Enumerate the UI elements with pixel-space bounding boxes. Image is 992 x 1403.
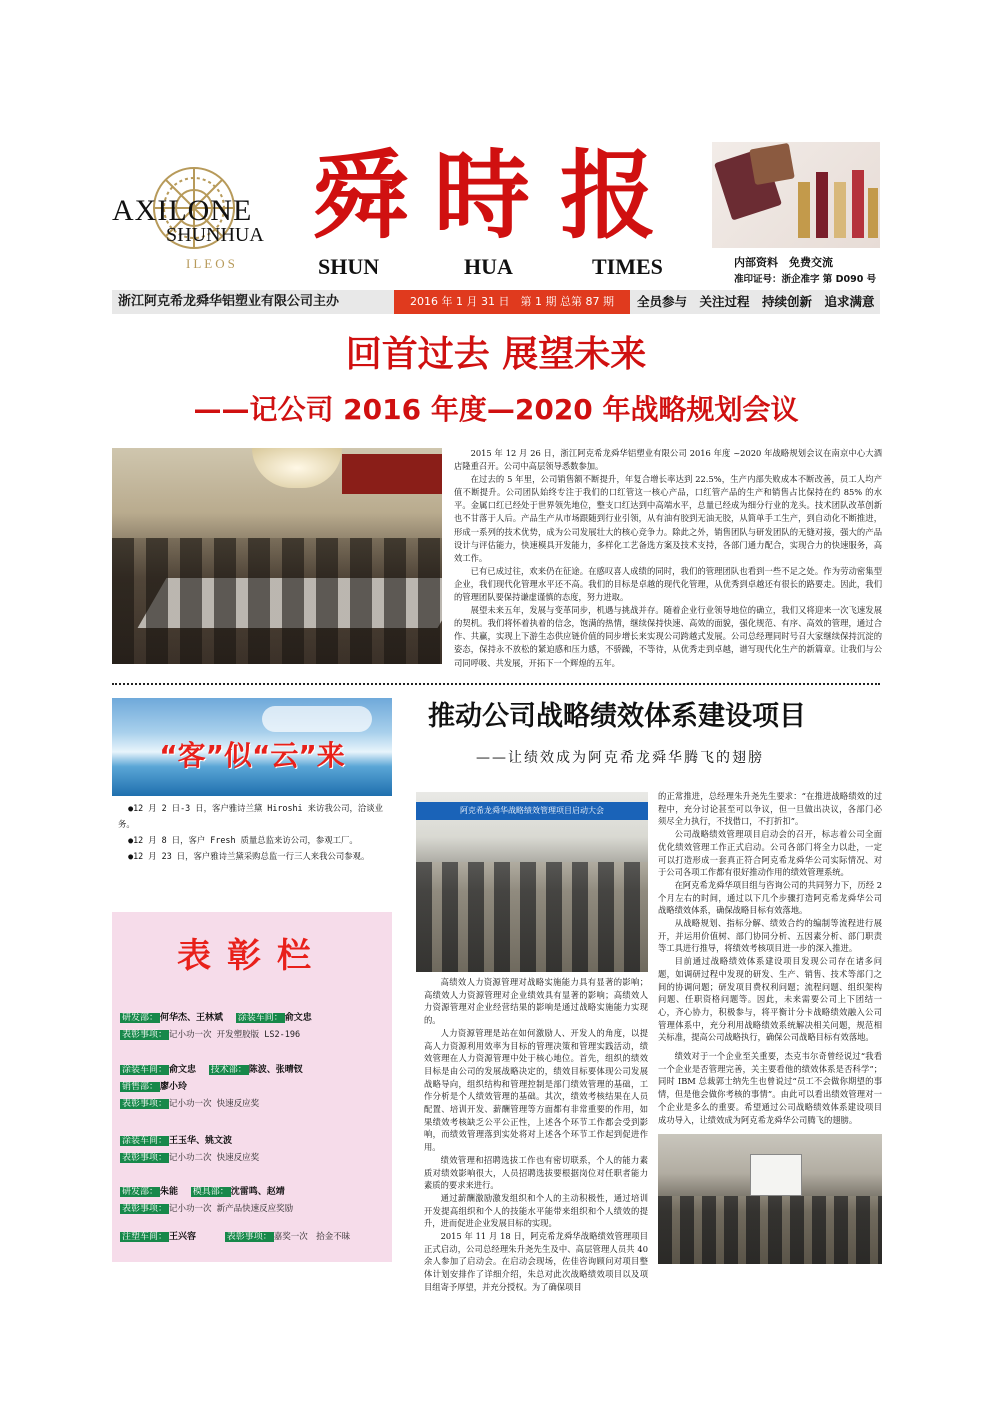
award-tag: 模具部： [192,1187,229,1197]
article2-paragraph: 的正常推进，总经理朱升尧先生要求：“在推进战略绩效的过程中，充分讨论甚至可以争议，但一旦做出决议，各部门必须尽全力执行，不找借口，不打折扣”。 [658,791,882,827]
award-name: 何华杰、王林斌 [160,1013,224,1023]
brand-top: AXILONE [112,194,253,227]
product-photo [712,142,880,248]
article2-title: 推动公司战略绩效体系建设项目 [428,701,806,732]
award-name: 陈波、张晴钗 [248,1065,303,1075]
kickoff-photo [416,792,648,972]
title-char-3: 报 [560,139,656,252]
award-note: 记小功一次 新产品快速反应奖励 [169,1204,294,1214]
award-line [120,1203,293,1216]
article1-paragraph: 2015 年 12 月 26 日，浙江阿克希龙舜华铝塑业有限公司 2016 年度 ~2020 年战略规划会议在南京中心大酒店隆重召开。公司中高层领导悉数参加。 [454,448,882,472]
lipstick-1 [798,182,810,238]
award-note: 记小功一次 开发塑胶版 LS2-196 [169,1030,301,1040]
article2-paragraph: 公司战略绩效管理项目启动会的召开，标志着公司全面优化绩效管理工作正式启动。公司各部门将全力以赴，一定可以打造形成一套真正符合阿克希龙舜华公司实际情况、对于公司各项工作都有很好推动作用的绩效管理系统。 [658,829,882,878]
training-photo [658,1134,882,1264]
attendees [112,538,442,664]
award-line [120,1029,300,1042]
award-tag: 表彰事项： [122,1204,168,1214]
award-line [120,1098,259,1111]
award-line [120,1135,242,1148]
award-note: 记小功一次 快速反应奖 [169,1099,260,1109]
internal-note: 内部资料 免费交流 [734,256,833,269]
dotted-divider [112,683,880,685]
award-name: 俞文忠 [284,1013,312,1023]
award-tag: 研发部： [122,1187,159,1197]
award-note: 记小功二次 快速反应奖 [169,1153,260,1163]
guest-banner [112,698,392,796]
article2-paragraph: 绩效对于一个企业至关重要，杰克韦尔奇曾经说过“我看一个企业是否管理完善，关主要看他的绩效体系是否科学”；同时 IBM 总裁郭士纳先生也曾说过“员工不会做你期望的事情，但是他会做你考核的事情”。由此可以看出绩效管理对一个企业是多么的重要。希望通过公司战略绩效体系建设项目成功导入，让绩效成为阿克希龙舜华公司腾飞的翅膀。 [658,1051,882,1125]
brand-logo [112,158,272,276]
issue-band [112,290,880,314]
award-line [120,1064,313,1077]
award-tag: 表彰事项： [226,1232,272,1242]
award-name: 沈雷鸣、赵靖 [230,1187,285,1197]
article1-paragraph: 在过去的 5 年里，公司销售额不断提升，年复合增长率达到 22.5%，生产内部失败成本不断改善，员工人均产值不断提升。公司团队始终专注于我们的口红管这一核心产品，口红管产品的生产和销售占比保持在约 85% 的水平。金属口红已经处于世界领先地位，整支口红达到中高端水平，总量已经成为细分行业的龙头。技术团队改革创新也不甘落于人后。产品生产从市场跟随到行业引领，从有油有胶到无油无胶，从简单手工生产，到自动化不断推进，形成一系列的技术优势，成为公司发展壮大的核心竞争力。除此之外，销售团队与研发团队的无缝对接，强大的产品设计与评估能力，快速模具开发能力，多样化工艺备选方案及技术支持，各部门通力配合，实现合力的快速服务，高效工作。 [454,474,882,563]
award-name: 廖小玲 [160,1082,188,1092]
article2-paragraph: 绩效管理和招聘选拔工作也有密切联系，个人的能力素质对绩效影响很大，人员招聘选拔要根据岗位对任职者能力素质的要求来进行。 [424,1154,648,1191]
award-tag: 涂装车间： [122,1136,168,1146]
award-tag: 表彰事项： [122,1153,168,1163]
award-line [120,1186,295,1199]
award-name: 王玉华、姚文波 [169,1136,233,1146]
award-line [120,1012,322,1025]
cloud-shape [262,706,372,732]
chandelier [252,448,342,488]
subtitle-hua: HUA [464,254,513,279]
lipstick-5 [868,188,878,238]
article1-paragraph: 展望未来五年，发展与变革同步，机遇与挑战并存。随着企业行业领导地位的确立，我们又将迎来一次飞速发展的契机。我们将怀着执着的信念，饱满的热情，继续保持快速、高效的面貌，强化规范、有序、高效的管理，通过合作、共赢，实现上下游生态供应链价值的同步增长来实现公司跨越式发展。公司总经理同时号召大家继续保持沉淀的姿态，保持永不放松的紧迫感和压力感，不骄躁，不等待，从优秀走到卓越，谱写现代化生产的新篇章。让我们与公司同呼吸、共发展，开拓下一个辉煌的五年。 [454,605,882,668]
slogans: 全员参与 关注过程 持续创新 追求满意 [637,294,875,309]
article2-paragraph: 高绩效人力资源管理对战略实施能力具有显著的影响；高绩效人力资源管理对企业绩效具有显著的影响；高绩效人力资源管理对企业经营结果的影响是通过战略实施能力实现的。 [424,977,648,1026]
lipstick-3 [834,182,846,238]
award-name: 王兴容 [169,1232,197,1242]
award-tag: 表彰事项： [122,1099,168,1109]
honor-box [112,912,392,1262]
guest-item: ●12 月 2 日-3 日，客户雅诗兰黛 Hiroshi 来访我公司，洽谈业务。 [118,803,384,829]
award-tag: 技术部： [210,1065,247,1075]
headline-sub: ——记公司 2016 年度—2020 年战略规划会议 [193,393,799,426]
honor-title: 表彰栏 [177,936,327,976]
award-tag: 注塑车间： [122,1232,168,1242]
issue-date: 2016 年 1 月 31 日 第 1 期 总第 87 期 [394,290,630,314]
award-name: 朱能 [160,1187,179,1197]
guest-item: ●12 月 8 日，客户 Fresh 质量总监来访公司，参观工厂。 [128,835,358,845]
award-line [120,1152,259,1165]
article1-paragraph: 已有已成过往，欢来仍在征途。在感叹喜人成绩的同时，我们的管理团队也看到一些不足之处。作为劳动密集型企业，我们现代化管理水平还不高。我们的目标是卓越的现代化管理，从优秀到卓越还有很长的路要走。因此，我们的管理团队要保持谦虚谨慎的态度，努力进取。 [454,565,882,603]
award-tag: 表彰事项： [122,1030,168,1040]
award-line [120,1231,350,1244]
guest-list [118,800,390,864]
article1-body [454,447,882,670]
compact-box-lid [749,143,795,185]
award-name: 俞文忠 [169,1065,197,1075]
article2-paragraph: 目前通过战略绩效体系建设项目发现公司存在诸多问题，如调研过程中发现的研发、生产、销售、技术等部门之间的协调问题；研发项目费权利问题；流程问题、组织架构问题、任职资格问题等。因此，未来需要公司上下团结一心，齐心协力，积极参与，将平衡计分卡战略绩效融入公司管理体系中，充分利用战略绩效系统解决相关问题，规范相关标准，提高公司战略执行，确保公司战略目标有效落地。 [658,956,882,1043]
brand-bottom: SHUNHUA [166,224,264,246]
kickoff-banner: 阿克希龙舜华战略绩效管理项目启动大会 [416,802,648,820]
audience [416,862,648,972]
permit-number: 准印证号：浙企准字 第 D090 号 [734,274,877,285]
article2-paragraph: 在阿克希龙舜华项目组与咨询公司的共同努力下，历经 2 个月左右的时间，通过以下几个步骤打造阿克希龙舜华公司战略绩效体系，确保战略目标有效落地。 [658,879,882,916]
article2-paragraph: 人力资源管理是站在如何激励人、开发人的角度，以提高人力资源利用效率为目标的管理决策和管理实践活动，绩效管理在人力资源管理中处于核心地位。首先，组织的绩效目标是由公司的发展战略决定的，绩效目标要体现公司发展战略导向，组织结构和管理控制是部门绩效管理的基础，工作分析是个人绩效管理的基础。其次，绩效考核结果在人员配置、培训开发、薪酬管理等方面都有非常重要的作用，如果绩效考核缺乏公平公正性，上述各个环节工作都会受到影响，而绩效管理落到实处将对上述各个环节工作起到促进作用。 [424,1027,648,1153]
guest-title: “客”似“云”来 [159,739,345,772]
award-tag: 涂装车间： [122,1065,168,1075]
award-line [120,1081,197,1094]
article2-subtitle: ——让绩效成为阿克希龙舜华腾飞的翅膀 [476,750,764,766]
lipstick-4 [852,170,864,238]
title-char-1: 舜 [312,139,408,252]
award-tag: 涂装车间： [237,1013,283,1023]
award-tag: 销售部： [122,1082,159,1092]
subtitle-times: TIMES [592,254,663,279]
trainees [658,1196,882,1264]
sponsor-text: 浙江阿克希龙舜华铝塑业有限公司主办 [118,294,340,309]
article2-paragraph: 2015 年 11 月 18 日，阿克希龙舜华战略绩效管理项目正式启动，公司总经理朱升尧先生及中、高层管理人员共 40 余人参加了启动会。在启动会现场，佐佳咨询顾问对项目整体计划安排作了详细介绍，朱总对此次战略绩效项目以及项目组寄予厚望，并充分授权。为了确保项目 [424,1231,648,1292]
title-char-2: 時 [434,139,530,252]
meeting-photo [112,448,442,664]
article2-right-column [658,790,882,1126]
award-tag: 研发部： [122,1013,159,1023]
article2-paragraph: 通过薪酬激励激发组织和个人的主动积极性，通过培训开发提高组织和个人的技能水平能带来组织和个人绩效的提升，进而促进企业发展目标的实现。 [424,1192,648,1229]
headline-main: 回首过去 展望未来 [345,333,647,375]
lipstick-2 [816,172,828,238]
banner-wall [342,454,442,494]
projector-screen [750,1154,802,1196]
article2-middle-column [424,976,648,1294]
award-note: 嘉奖一次 拾金不昧 [273,1232,351,1242]
guest-item: ●12 月 23 日，客户雅诗兰黛采购总监一行三人来我公司参观。 [128,851,370,861]
subtitle-shun: SHUN [318,254,380,279]
brand-sub: ILEOS [186,256,238,271]
article2-paragraph: 从战略规划、指标分解、绩效合约的编制等流程进行展开，并运用价值树、部门协同分析、五因素分析、部门职责等工具进行推导，将绩效考核项目进一步的深入推进。 [658,918,882,954]
